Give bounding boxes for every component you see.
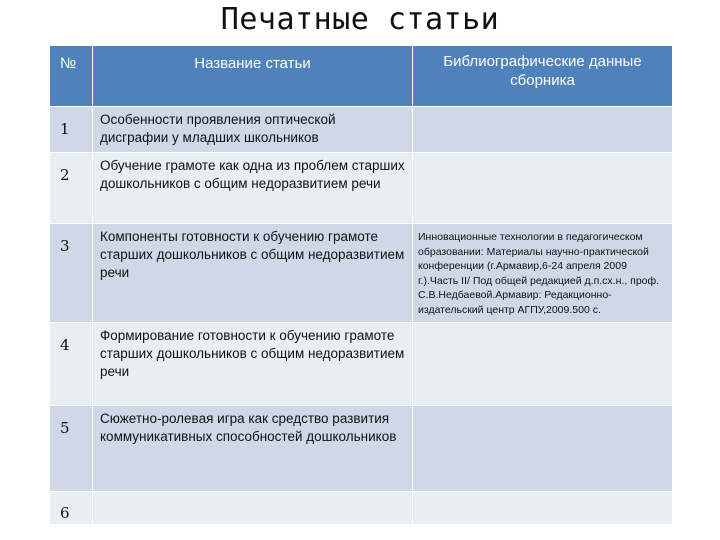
article-biblio — [413, 107, 673, 153]
table-row — [50, 224, 673, 323]
article-title — [93, 492, 413, 525]
article-title: Обучение грамоте как одна из проблем старших дошкольников с общим недоразвитием речи — [93, 153, 413, 224]
article-title: Компоненты готовности к обучению грамоте старших дошкольников с общим недоразвитием речи — [93, 224, 413, 323]
article-biblio: Инновационные технологии в педагогическом образовании: Материалы научно-практической конференции (г.Армавир,6-24 апреля 2009 г.).Часть II/ Под общей редакцией д.п.сх.н., проф. С.В.Недбаевой.Армавир: Редакционно-издательский центр АГПУ,2009.500 с. — [413, 224, 673, 323]
article-title: Особенности проявления оптической дисграфии у младших школьников — [93, 107, 413, 153]
page-title: Печатные статьи — [220, 2, 500, 37]
table-header-row — [50, 46, 673, 107]
row-number: 4 — [50, 323, 93, 406]
article-title: Сюжетно-ролевая игра как средство развития коммуникативных способностей дошкольников — [93, 406, 413, 492]
table-row — [50, 492, 673, 525]
table-row — [50, 107, 673, 153]
articles-table — [49, 45, 673, 525]
article-biblio — [413, 323, 673, 406]
article-biblio — [413, 492, 673, 525]
article-biblio — [413, 406, 673, 492]
row-number: 6 — [50, 492, 93, 525]
article-biblio — [413, 153, 673, 224]
column-header-biblio: Библиографические данные сборника — [413, 46, 673, 107]
row-number: 1 — [50, 107, 93, 153]
column-header-title: Название статьи — [93, 46, 413, 107]
table-row — [50, 406, 673, 492]
table-row — [50, 323, 673, 406]
row-number: 2 — [50, 153, 93, 224]
article-title: Формирование готовности к обучению грамоте старших дошкольников с общим недоразвитием речи — [93, 323, 413, 406]
row-number: 5 — [50, 406, 93, 492]
column-header-number: № — [50, 46, 93, 107]
row-number: 3 — [50, 224, 93, 323]
table-row — [50, 153, 673, 224]
